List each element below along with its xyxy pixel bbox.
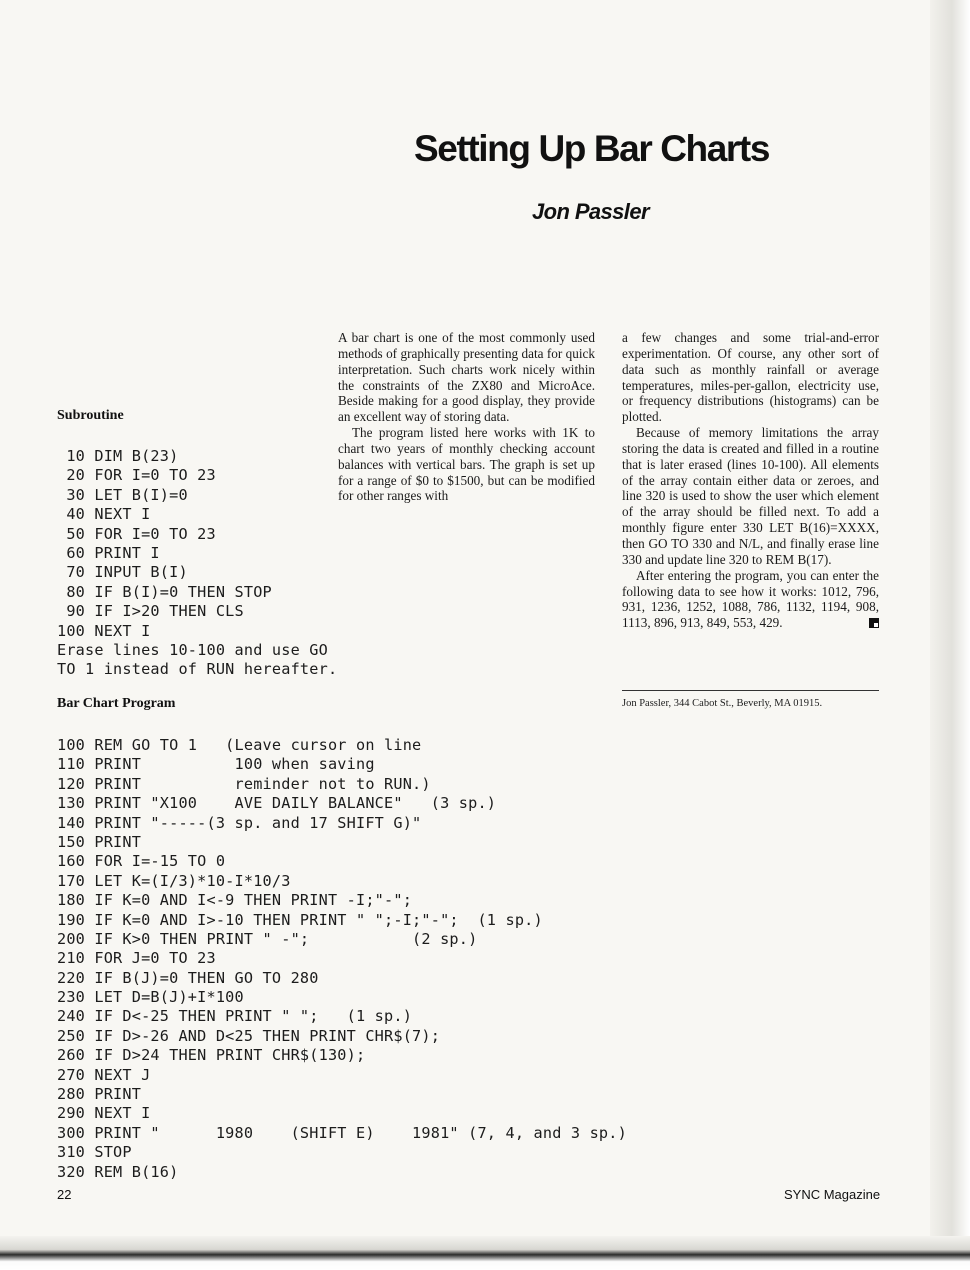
code-line: 60 PRINT I <box>57 543 160 562</box>
body-paragraph: The program listed here works with 1K to chart two years of monthly checking account balances with vertical bars. The graph is set up for a range of $0 to $1500, but can be modified for other ranges with <box>338 425 595 504</box>
code-line: 200 IF K>0 THEN PRINT " -"; (2 sp.) <box>57 929 478 948</box>
code-line: 50 FOR I=0 TO 23 <box>57 524 216 543</box>
code-line: 290 NEXT I <box>57 1104 151 1123</box>
article-author: Jon Passler <box>532 199 649 224</box>
code-line: 90 IF I>20 THEN CLS <box>57 602 244 621</box>
code-line: 270 NEXT J <box>57 1065 151 1084</box>
code-line: 240 IF D<-25 THEN PRINT " "; (1 sp.) <box>57 1007 413 1026</box>
code-line: 100 NEXT I <box>57 621 151 640</box>
code-line: 70 INPUT B(I) <box>57 563 188 582</box>
code-line: 180 IF K=0 AND I<-9 THEN PRINT -I;"-"; <box>57 891 413 910</box>
code-line: 220 IF B(J)=0 THEN GO TO 280 <box>57 968 319 987</box>
page-edge-shadow <box>930 0 970 1270</box>
code-line: 230 LET D=B(J)+I*100 <box>57 988 244 1007</box>
code-line: 150 PRINT <box>57 832 142 851</box>
code-line: TO 1 instead of RUN hereafter. <box>57 660 338 679</box>
code-line: 140 PRINT "-----(3 sp. and 17 SHIFT G)" <box>57 813 422 832</box>
code-line: 100 REM GO TO 1 (Leave cursor on line <box>57 736 422 754</box>
code-line: 170 LET K=(I/3)*10-I*10/3 <box>57 871 291 890</box>
body-paragraph: A bar chart is one of the most commonly used methods of graphically presenting data for quick interpretation. Such charts work nicely within the constraints of the ZX80 and MicroAce. Beside making for a good display, they provide an excellent way of storing data. <box>338 330 595 425</box>
page-bottom-edge <box>0 1236 970 1270</box>
code-line: 110 PRINT 100 when saving <box>57 755 375 774</box>
code-line: 160 FOR I=-15 TO 0 <box>57 852 226 871</box>
code-line: 20 FOR I=0 TO 23 <box>57 466 216 485</box>
code-line: 310 STOP <box>57 1143 132 1162</box>
code-line: 280 PRINT <box>57 1085 142 1104</box>
end-of-article-icon <box>869 618 879 628</box>
code-line: 300 PRINT " 1980 (SHIFT E) 1981" (7, 4, and 3 sp.) <box>57 1123 627 1142</box>
page-number: 22 <box>57 1187 72 1202</box>
body-column-2 <box>622 330 879 631</box>
code-line: 190 IF K=0 AND I>-10 THEN PRINT " ";-I;"-"; (1 sp.) <box>57 910 543 929</box>
subroutine-heading: Subroutine <box>57 408 124 423</box>
code-line: 260 IF D>24 THEN PRINT CHR$(130); <box>57 1046 366 1065</box>
code-line: 10 DIM B(23) <box>57 447 179 465</box>
code-line: 250 IF D>-26 AND D<25 THEN PRINT CHR$(7); <box>57 1026 441 1045</box>
bar-chart-program-heading: Bar Chart Program <box>57 696 176 711</box>
code-line: 30 LET B(I)=0 <box>57 485 188 504</box>
article-title: Setting Up Bar Charts <box>414 128 770 169</box>
code-line: 130 PRINT "X100 AVE DAILY BALANCE" (3 sp.) <box>57 794 497 813</box>
body-paragraph-text: After entering the program, you can enter the following data to see how it works: 1012, 796, 931, 1236, 1252, 1088, 786, 1132, 1194, 908, 1113, 896, 913, 849, 553, 429. <box>622 567 879 631</box>
author-rule-divider <box>622 690 879 691</box>
body-paragraph <box>622 568 879 631</box>
author-address: Jon Passler, 344 Cabot St., Beverly, MA 01915. <box>622 698 823 709</box>
code-line: 320 REM B(16) <box>57 1162 179 1181</box>
body-column-1 <box>338 330 595 504</box>
code-line: 120 PRINT reminder not to RUN.) <box>57 774 431 793</box>
body-paragraph: a few changes and some trial-and-error experimentation. Of course, any other sort of data such as monthly rainfall or average temperatures, miles-per-gallon, electricity use, or frequency distributions (histograms) can be plotted. <box>622 330 879 425</box>
code-line: Erase lines 10-100 and use GO <box>57 640 328 659</box>
code-line: 80 IF B(I)=0 THEN STOP <box>57 582 272 601</box>
subroutine-listing <box>57 447 337 680</box>
code-line: 40 NEXT I <box>57 505 151 524</box>
bar-chart-program-listing <box>57 736 627 1182</box>
body-paragraph: Because of memory limitations the array storing the data is created and filled in a routine that is later erased (lines 10-100). All elements of the array contain either data or zeroes, and line 320 is used to show the user which element of the array should be filled next. To add a monthly figure enter 330 LET B(16)=XXXX, then GO TO 330 and N/L, and finally erase line 330 and update line 320 to REM B(17). <box>622 425 879 567</box>
code-line: 210 FOR J=0 TO 23 <box>57 949 216 968</box>
magazine-name: SYNC Magazine <box>784 1187 881 1202</box>
